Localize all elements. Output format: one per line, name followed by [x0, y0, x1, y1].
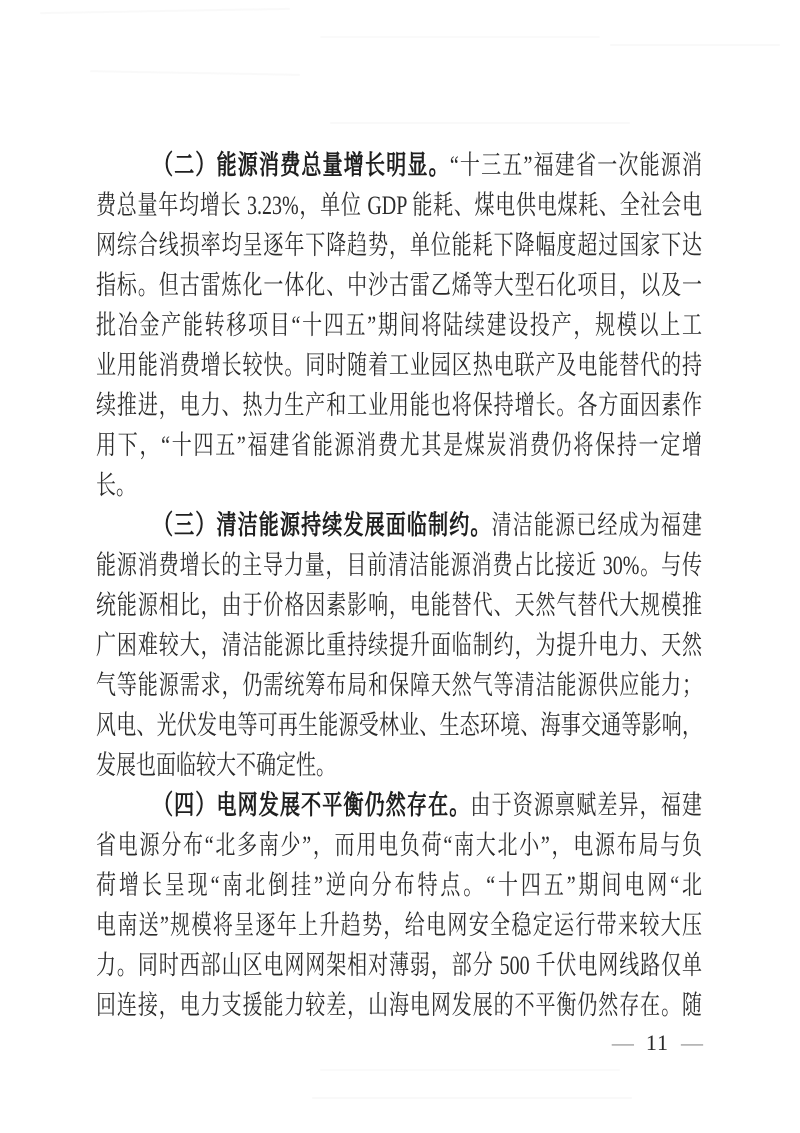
text-line: 能源消费增长的主导力量，目前清洁能源消费占比接近 30%。与传 [96, 551, 702, 581]
paragraph-section-3 [96, 506, 702, 786]
text-line: 气等能源需求，仍需统筹布局和保障天然气等清洁能源供应能力； [96, 671, 702, 701]
page-number-value: 11 [645, 1030, 669, 1055]
paragraph-section-2 [96, 146, 702, 506]
scan-artifact [330, 122, 630, 124]
paragraph-text: 清洁能源已经成为福建 [491, 511, 703, 541]
text-line: 统能源相比，由于价格因素影响，电能替代、天然气替代大规模推 [96, 591, 702, 621]
scan-artifact [312, 1097, 632, 1099]
section-heading: （三）清洁能源持续发展面临制约。 [153, 511, 492, 541]
scan-artifact [320, 36, 600, 38]
scan-artifact [90, 70, 300, 76]
paragraph-section-4 [96, 786, 702, 1026]
section-heading: （二）能源消费总量增长明显。 [153, 151, 450, 181]
text-line: 风电、光伏发电等可再生能源受林业、生态环境、海事交通等影响， [96, 711, 702, 741]
text-line: 费总量年均增长 3.23%，单位 GDP 能耗、煤电供电煤耗、全社会电 [96, 191, 702, 221]
text-line: 发展也面临较大不确定性。 [96, 751, 336, 781]
text-line: 省电源分布“北多南少”，而用电负荷“南大北小”，电源布局与负 [96, 831, 702, 861]
text-line [96, 786, 702, 826]
text-line [96, 506, 702, 546]
text-line: 用下，“十四五”福建省能源消费尤其是煤炭消费仍将保持一定增 [96, 431, 702, 461]
scan-artifact [40, 8, 290, 14]
text-line: 力。同时西部山区电网网架相对薄弱，部分 500 千伏电网线路仅单 [96, 951, 702, 981]
text-line [96, 146, 702, 186]
text-line: 回连接，电力支援能力较差，山海电网发展的不平衡仍然存在。随 [96, 991, 702, 1021]
text-line: 批冶金产能转移项目“十四五”期间将陆续建设投产，规模以上工 [96, 311, 702, 341]
document-body [96, 146, 702, 1026]
paragraph-text: “十三五”福建省一次能源消 [449, 151, 702, 181]
section-heading: （四）电网发展不平衡仍然存在。 [153, 791, 471, 821]
text-line: 长。 [96, 471, 136, 501]
page-number [96, 1030, 703, 1056]
text-line: 业用能消费增长较快。同时随着工业园区热电联产及电能替代的持 [96, 351, 702, 381]
paragraph-text: 由于资源禀赋差异，福建 [470, 791, 703, 821]
text-line: 续推进，电力、热力生产和工业用能也将保持增长。各方面因素作 [96, 391, 702, 421]
scan-artifact [320, 1069, 620, 1071]
text-line: 广困难较大，清洁能源比重持续提升面临制约，为提升电力、天然 [96, 631, 702, 661]
footer-dash-right: — [681, 1030, 703, 1055]
scan-artifact [610, 44, 780, 46]
footer-dash-left: — [611, 1030, 634, 1055]
text-line: 荷增长呈现“南北倒挂”逆向分布特点。“十四五”期间电网“北 [96, 871, 702, 901]
text-line: 指标。但古雷炼化一体化、中沙古雷乙烯等大型石化项目，以及一 [96, 271, 702, 301]
text-line: 网综合线损率均呈逐年下降趋势，单位能耗下降幅度超过国家下达 [96, 231, 702, 261]
text-line: 电南送”规模将呈逐年上升趋势，给电网安全稳定运行带来较大压 [96, 911, 702, 941]
